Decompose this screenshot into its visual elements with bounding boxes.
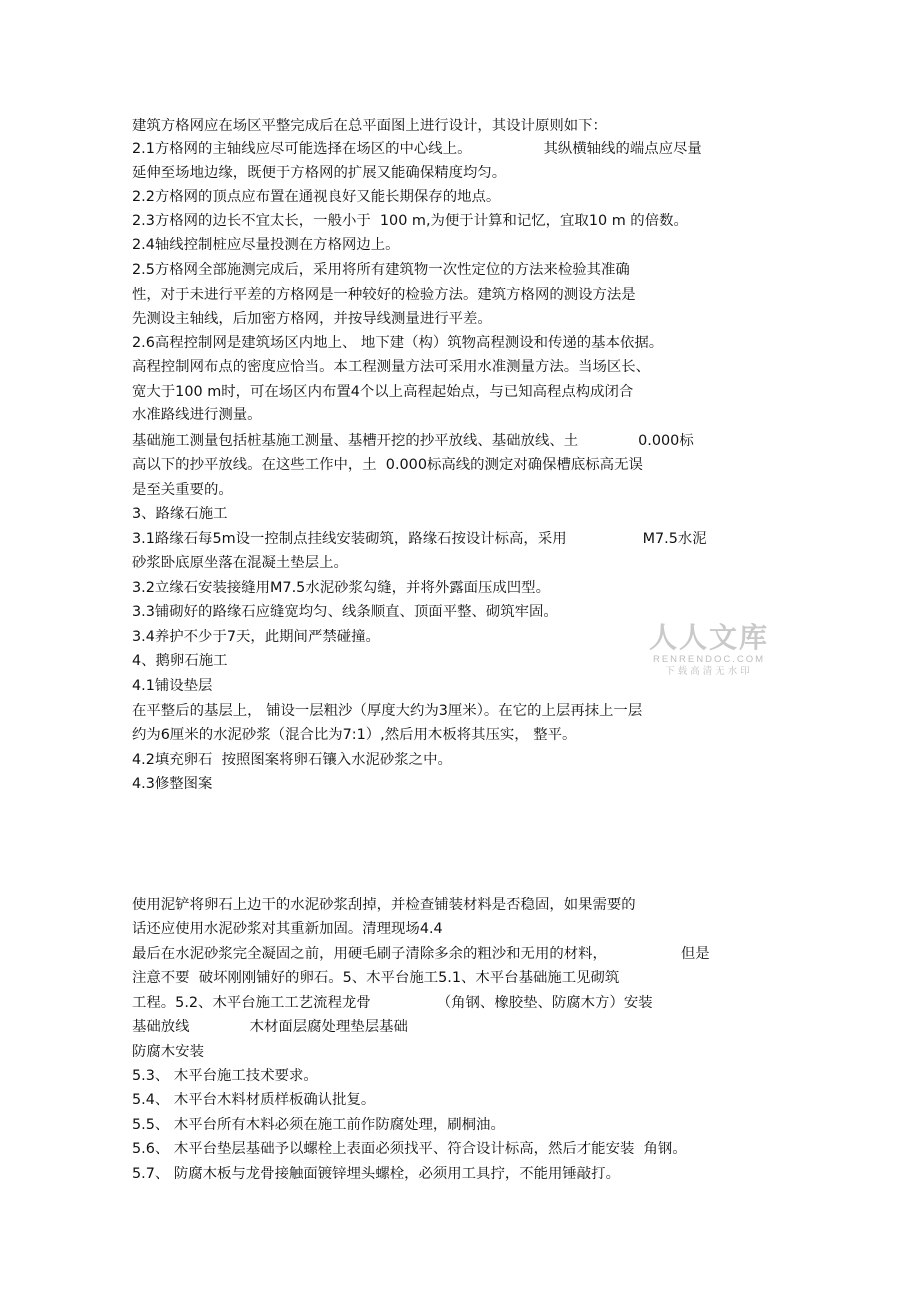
watermark-logo — [644, 622, 774, 678]
text-line: 砂浆卧底原坐落在混凝土垫层上。 — [132, 555, 348, 571]
watermark-title: 人人文库 — [648, 621, 769, 654]
text-line: 3.1路缘石每5m设一控制点挂线安装砌筑，路缘石按设计标高，采用 M7.5水泥 — [132, 531, 707, 547]
text-line: 建筑方格网应在场区平整完成后在总平面图上进行设计，其设计原则如下： — [132, 118, 607, 134]
text-line: 5.7、 防腐木板与龙骨接触面镀锌埋头螺栓，必须用工具拧，不能用锤敲打。 — [132, 1166, 620, 1182]
text-line: 是至关重要的。 — [132, 482, 233, 498]
text-line: 5.3、 木平台施工技术要求。 — [132, 1068, 318, 1084]
text-line: 基础施工测量包括桩基施工测量、基槽开挖的抄平放线、基础放线、土 0.000标 — [132, 433, 694, 449]
watermark-domain: RENRENDOC.COM — [652, 654, 766, 665]
text-line: 2.6高程控制网是建筑场区内地上、 地下建（构）筑物高程测设和传递的基本依据。 — [132, 335, 664, 351]
text-line: 水准路线进行测量。 — [132, 407, 262, 423]
section-heading: 4、鹅卵石施工 — [132, 653, 228, 669]
text-line: 5.4、 木平台木料材质样板确认批复。 — [132, 1092, 376, 1108]
text-line: 5.5、 木平台所有木料必须在施工前作防腐处理，刷桐油。 — [132, 1117, 505, 1133]
text-line: 3.2立缘石安装接缝用M7.5水泥砂浆勾缝，并将外露面压成凹型。 — [132, 580, 550, 596]
text-line: 在平整后的基层上， 铺设一层粗沙（厚度大约为3厘米）。在它的上层再抹上一层 — [132, 703, 643, 719]
section-heading: 3、路缘石施工 — [132, 506, 228, 522]
text-line: 工程。5.2、木平台施工工艺流程龙骨 （角钢、橡胶垫、防腐木方）安装 — [132, 995, 653, 1011]
text-line: 约为6厘米的水泥砂浆（混合比为7:1）,然后用木板将其压实， 整平。 — [132, 727, 577, 743]
text-line: 最后在水泥砂浆完全凝固之前，用硬毛刷子清除多余的粗沙和无用的材料， 但是 — [132, 946, 710, 962]
text-line: 宽大于100 m时，可在场区内布置4个以上高程起始点，与已知高程点构成闭合 — [132, 384, 634, 400]
text-line: 3.4养护不少于7天，此期间严禁碰撞。 — [132, 629, 380, 645]
text-line: 2.4轴线控制桩应尽量投测在方格网边上。 — [132, 237, 400, 253]
watermark-slogan: 下载高清无水印 — [665, 666, 753, 677]
text-line: 高程控制网布点的密度应恰当。本工程测量方法可采用水准测量方法。当场区长、 — [132, 359, 651, 375]
text-line: 4.3修整图案 — [132, 776, 213, 792]
text-line: 延伸至场地边缘，既便于方格网的扩展又能确保精度均匀。 — [132, 165, 507, 181]
text-line: 使用泥铲将卵石上边干的水泥砂浆刮掉，并检查铺装材料是否稳固，如果需要的 — [132, 897, 636, 913]
text-line: 注意不要 破坏刚刚铺好的卵石。5、木平台施工5.1、木平台基础施工见砌筑 — [132, 970, 620, 986]
text-line: 2.3方格网的边长不宜太长，一般小于 100 m,为便于计算和记忆，宜取10 m 的倍数。 — [132, 213, 688, 229]
text-line: 基础放线 木材面层腐处理垫层基础 — [132, 1019, 408, 1035]
text-line: 性，对于未进行平差的方格网是一种较好的检验方法。建筑方格网的测设方法是 — [132, 287, 636, 303]
text-line: 高以下的抄平放线。在这些工作中，土 0.000标高线的测定对确保槽底标高无误 — [132, 457, 643, 473]
text-line: 话还应使用水泥砂浆对其重新加固。清理现场4.4 — [132, 921, 443, 937]
text-line: 4.1铺设垫层 — [132, 678, 213, 694]
text-line: 防腐木安装 — [132, 1044, 204, 1060]
text-line: 5.6、 木平台垫层基础予以螺栓上表面必须找平、符合设计标高，然后才能安装 角钢。 — [132, 1141, 687, 1157]
text-line: 4.2填充卵石 按照图案将卵石镶入水泥砂浆之中。 — [132, 752, 452, 768]
text-line: 3.3铺砌好的路缘石应缝宽均匀、线条顺直、顶面平整、砌筑牢固。 — [132, 604, 558, 620]
text-line: 2.2方格网的顶点应布置在通视良好又能长期保存的地点。 — [132, 189, 501, 205]
text-line: 2.5方格网全部施测完成后，采用将所有建筑物一次性定位的方法来检验其准确 — [132, 262, 630, 278]
text-line: 先测设主轴线，后加密方格网，并按导线测量进行平差。 — [132, 311, 492, 327]
text-line: 2.1方格网的主轴线应尽可能选择在场区的中心线上。 其纵横轴线的端点应尽量 — [132, 141, 702, 157]
